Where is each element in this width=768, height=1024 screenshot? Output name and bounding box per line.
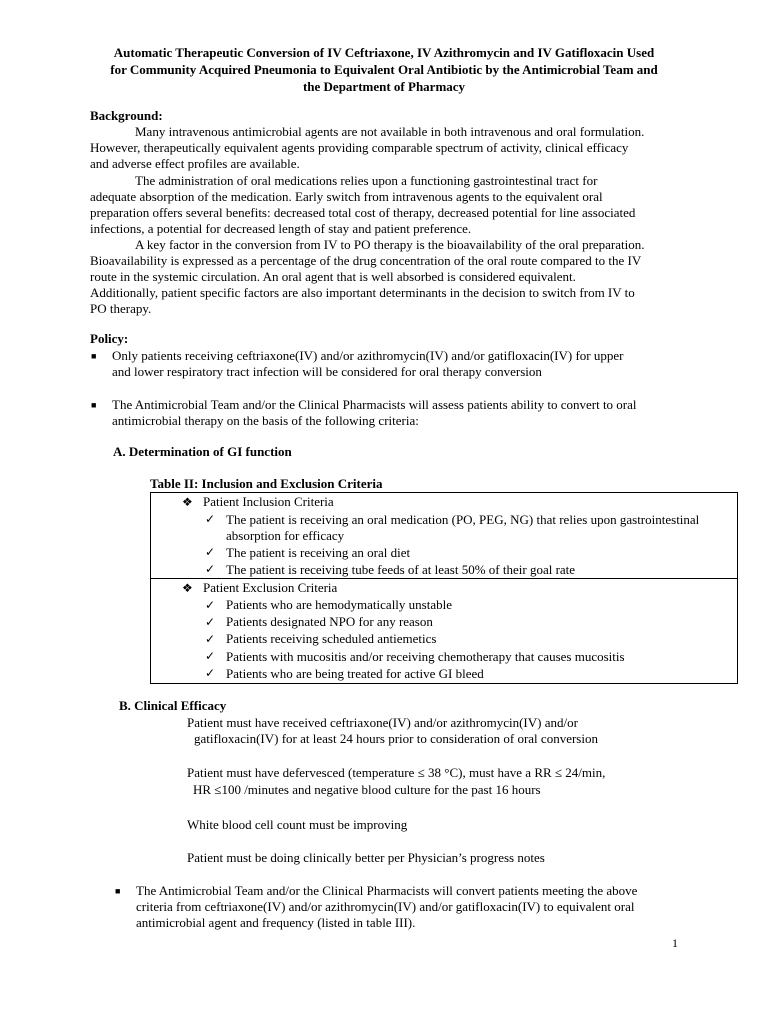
background-line: PO therapy. bbox=[90, 301, 152, 316]
checkmark-icon: ✓ bbox=[205, 545, 216, 559]
efficacy-line: HR ≤100 /minutes and negative blood culture for the past 16 hours bbox=[193, 782, 541, 797]
exclusion-item: Patients who are hemodymatically unstable bbox=[226, 597, 452, 612]
inclusion-item: The patient is receiving an oral diet bbox=[226, 545, 411, 560]
background-line: Bioavailability is expressed as a percentage of the drug concentration of the oral route compared to the IV bbox=[90, 253, 642, 268]
efficacy-line: gatifloxacin(IV) for at least 24 hours prior to consideration of oral conversion bbox=[194, 731, 598, 746]
exclusion-item: Patients with mucositis and/or receiving chemotherapy that causes mucositis bbox=[226, 649, 625, 664]
checkmark-icon: ✓ bbox=[205, 615, 216, 629]
checkmark-icon: ✓ bbox=[205, 512, 216, 526]
policy-bullet-line: The Antimicrobial Team and/or the Clinical Pharmacists will assess patients ability to convert to oral bbox=[112, 397, 637, 412]
bullet-icon: ■ bbox=[91, 351, 97, 361]
checkmark-icon: ✓ bbox=[205, 649, 216, 663]
inclusion-header: Patient Inclusion Criteria bbox=[203, 494, 334, 509]
background-line: preparation offers several benefits: decreased total cost of therapy, decreased potential for line associated bbox=[90, 205, 636, 220]
policy-bullet-line: criteria from ceftriaxone(IV) and/or azithromycin(IV) and/or gatifloxacin(IV) to equivalent oral bbox=[136, 899, 635, 914]
background-line: However, therapeutically equivalent agents providing comparable spectrum of activity, clinical efficacy bbox=[90, 140, 629, 155]
background-line: The administration of oral medications relies upon a functioning gastrointestinal tract for bbox=[135, 173, 598, 188]
exclusion-item: Patients receiving scheduled antiemetics bbox=[226, 631, 437, 646]
table-title: Table II: Inclusion and Exclusion Criteria bbox=[150, 476, 383, 491]
page-number: 1 bbox=[672, 936, 678, 950]
background-line: and adverse effect profiles are available. bbox=[90, 156, 300, 171]
background-line: Additionally, patient specific factors are also important determinants in the decision to switch from IV to bbox=[90, 285, 635, 300]
checkmark-icon: ✓ bbox=[205, 666, 216, 680]
title-line: for Community Acquired Pneumonia to Equivalent Oral Antibiotic by the Antimicrobial Team and bbox=[110, 62, 658, 77]
background-line: adequate absorption of the medication. Early switch from intravenous agents to the equivalent oral bbox=[90, 189, 603, 204]
checkmark-icon: ✓ bbox=[205, 632, 216, 646]
diamond-bullet-icon: ❖ bbox=[182, 581, 193, 595]
policy-bullet-line: antimicrobial therapy on the basis of the following criteria: bbox=[112, 413, 419, 428]
exclusion-item: Patients who are being treated for active GI bleed bbox=[226, 666, 484, 681]
efficacy-line: Patient must have defervesced (temperature ≤ 38 °C), must have a RR ≤ 24/min, bbox=[187, 765, 606, 780]
inclusion-item: absorption for efficacy bbox=[226, 528, 345, 543]
checkmark-icon: ✓ bbox=[205, 562, 216, 576]
background-line: Many intravenous antimicrobial agents are not available in both intravenous and oral formulation. bbox=[135, 124, 645, 139]
inclusion-item: The patient is receiving tube feeds of at least 50% of their goal rate bbox=[226, 562, 576, 577]
exclusion-item: Patients designated NPO for any reason bbox=[226, 614, 433, 629]
diamond-bullet-icon: ❖ bbox=[182, 495, 193, 509]
policy-heading: Policy: bbox=[90, 331, 129, 346]
bullet-icon: ■ bbox=[115, 886, 121, 896]
checkmark-icon: ✓ bbox=[205, 598, 216, 612]
document-title bbox=[80, 44, 688, 95]
title-line: the Department of Pharmacy bbox=[302, 79, 466, 94]
efficacy-line: White blood cell count must be improving bbox=[187, 817, 408, 832]
section-a-heading: A. Determination of GI function bbox=[113, 444, 292, 459]
inclusion-item: The patient is receiving an oral medication (PO, PEG, NG) that relies upon gastrointestinal bbox=[226, 512, 700, 527]
efficacy-line: Patient must have received ceftriaxone(IV) and/or azithromycin(IV) and/or bbox=[187, 715, 578, 730]
policy-bullet-line: The Antimicrobial Team and/or the Clinical Pharmacists will convert patients meeting the above bbox=[136, 883, 638, 898]
background-heading: Background: bbox=[90, 108, 163, 123]
exclusion-header: Patient Exclusion Criteria bbox=[203, 580, 338, 595]
background-line: A key factor in the conversion from IV to PO therapy is the bioavailability of the oral preparation. bbox=[135, 237, 645, 252]
policy-bullet-line: and lower respiratory tract infection will be considered for oral therapy conversion bbox=[112, 364, 542, 379]
policy-bullet-line: antimicrobial agent and frequency (listed in table III). bbox=[136, 915, 416, 930]
background-line: route in the systemic circulation. An oral agent that is well absorbed is considered equivalent. bbox=[90, 269, 576, 284]
policy-bullet-line: Only patients receiving ceftriaxone(IV) and/or azithromycin(IV) and/or gatifloxacin(IV) for upper bbox=[112, 348, 624, 363]
background-line: infections, a potential for decreased length of stay and patient preference. bbox=[90, 221, 472, 236]
efficacy-line: Patient must be doing clinically better per Physician’s progress notes bbox=[187, 850, 545, 865]
title-line: Automatic Therapeutic Conversion of IV Ceftriaxone, IV Azithromycin and IV Gatifloxacin Used bbox=[113, 45, 655, 60]
section-b-heading: B. Clinical Efficacy bbox=[119, 698, 227, 713]
bullet-icon: ■ bbox=[91, 400, 97, 410]
